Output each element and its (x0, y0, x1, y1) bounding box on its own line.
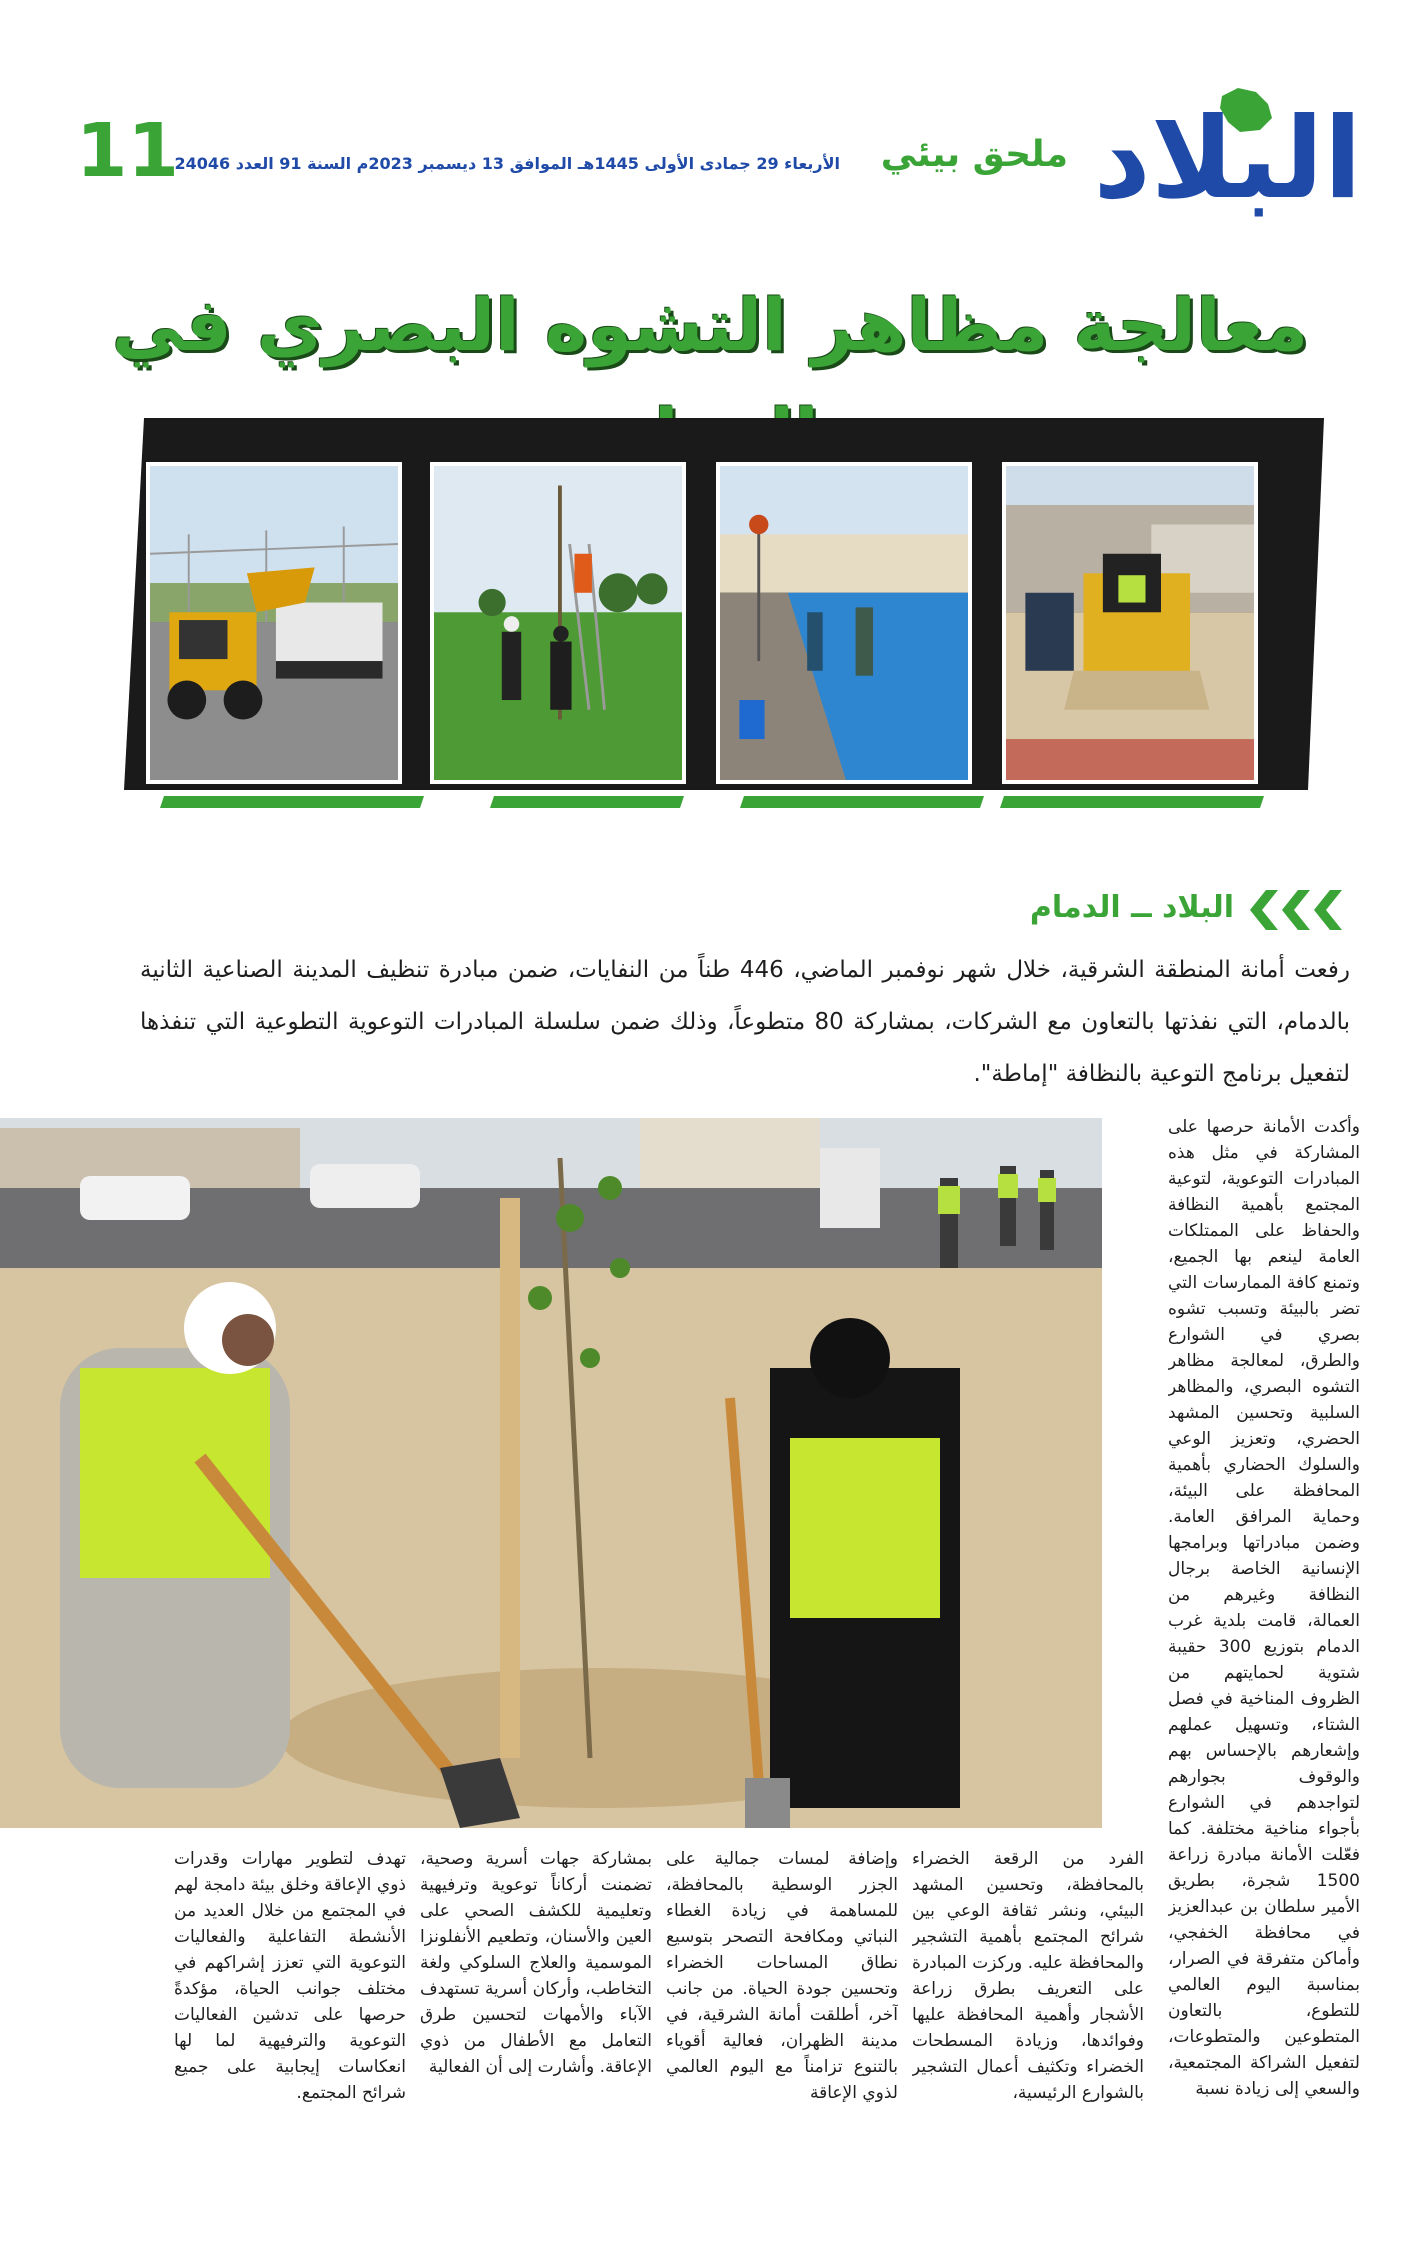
article-column-1: وأكدت الأمانة حرصها على المشاركة في مثل هذه المبادرات التوعوية، لتوعية المجتمع بأهمية النظافة والحفاظ على الممتلكات العامة لينعم بها الجميع، وتمنع كافة الممارسات التي تضر بالبيئة وتسبب تشوه بصري في الشوارع والطرق، لمعالجة مظاهر التشوه البصري، والمظاهر السلبية وتحسين المشهد الحضري، وتعزيز الوعي والسلوك الحضاري بأهمية المحافظة على البيئة، وحماية المرافق العامة. وضمن مبادراتها وبرامجها الإنسانية الخاصة برجال النظافة وغيرهم من العمالة، قامت بلدية غرب الدمام بتوزيع 300 حقيبة شتوية لحمايتهم من الظروف المناخية في فصل الشتاء، وتسهيل عملهم وإشعارهم بالإحساس بهم والوقوف بجوارهم لتواجدهم في الشوارع بأجواء مناخية مختلفة. كما فعّلت الأمانة مبادرة زراعة 1500 شجرة، بطريق الأمير سلطان بن عبدالعزيز في محافظة الخفجي، وأماكن متفرقة في الصرار، بمناسبة اليوم العالمي للتطوع، بالتعاون المتطوعين والمتطوعات، لتفعيل الشراكة المجتمعية، والسعي إلى زيادة نسبة (1168, 1117, 1360, 2099)
supplement-label: ملحق بيئي (880, 134, 1068, 175)
article-column-5: تهدف لتطوير مهارات وقدرات ذوي الإعاقة وخلق بيئة دامجة لهم في المجتمع من خلال العديد من الأنشطة التفاعلية والفعاليات التوعوية التي تعزز إشراكهم في مختلف جوانب الحياة، مؤكدةً حرصها على تدشين الفعاليات التوعوية والترفيهية لما لها انعكاسات إيجابية على جميع شرائح المجتمع. (174, 1849, 406, 2103)
masthead-logo (1093, 86, 1362, 228)
article-column-3: وإضافة لمسات جمالية على الجزر الوسطية بالمحافظة، للمساهمة في زيادة الغطاء النباتي ومكافحة التصحر بتوسيع نطاق المساحات الخضراء وتحسين جودة الحياة. من جانب آخر، أطلقت أمانة الشرقية، في مدينة الظهران، فعالية أقوياء بالتنوع تزامناً مع اليوم العالمي لذوي الإعاقة (666, 1849, 898, 2103)
photo-skid-loader (1002, 462, 1258, 784)
main-photo-tree-planting (0, 1118, 1102, 1828)
article-column-2: الفرد من الرقعة الخضراء بالمحافظة، وتحسين المشهد البيئي، ونشر ثقافة الوعي بين شرائح المجتمع بأهمية التشجير والمحافظة عليه. وركزت المبادرة على التعريف بطرق زراعة الأشجار وأهمية المحافظة عليها وفوائدها، وزيادة المسطحات الخضراء وتكثيف أعمال التشجير بالشوارع الرئيسية، (912, 1849, 1144, 2103)
newspaper-name: البلاد (1093, 94, 1362, 224)
photo-loader-fence (146, 462, 402, 784)
page-headline: معالجة مظاهر التشوه البصري في (111, 283, 1309, 367)
article-byline: البلاد ــ الدمام (1029, 890, 1234, 925)
photo-blue-path (716, 462, 972, 784)
photo-tree-ladder (430, 462, 686, 784)
article-column-4: بمشاركة جهات أسرية وصحية، تضمنت أركاناً توعوية وترفيهية وتعليمية للكشف الصحي على العين والأسنان، وتطعيم الأنفلونزا الموسمية والعلاج السلوكي ولغة التخاطب، وأركان أسرية تستهدف الآباء والأمهات لتحسين طرق التعامل مع الأطفال من ذوي الإعاقة. وأشارت إلى أن الفعالية (420, 1849, 652, 2077)
chevron-arrows-icon (1244, 888, 1348, 932)
photo-strip (124, 418, 1324, 838)
article-lead: رفعت أمانة المنطقة الشرقية، خلال شهر نوفمبر الماضي، 446 طناً من النفايات، ضمن مبادرة تنظيف المدينة الصناعية الثانية بالدمام، التي نفذتها بالتعاون مع الشركات، بمشاركة 80 متطوعاً، وذلك ضمن سلسلة المبادرات التوعوية التطوعية التي تنفذها لتفعيل برنامج التوعية بالنظافة "إماطة". (140, 957, 1351, 1087)
page-number: 11 (76, 108, 179, 194)
issue-date-line: الأربعاء 29 جمادى الأولى 1445هـ الموافق 13 ديسمبر 2023م السنة 91 العدد 24046 (174, 154, 840, 173)
